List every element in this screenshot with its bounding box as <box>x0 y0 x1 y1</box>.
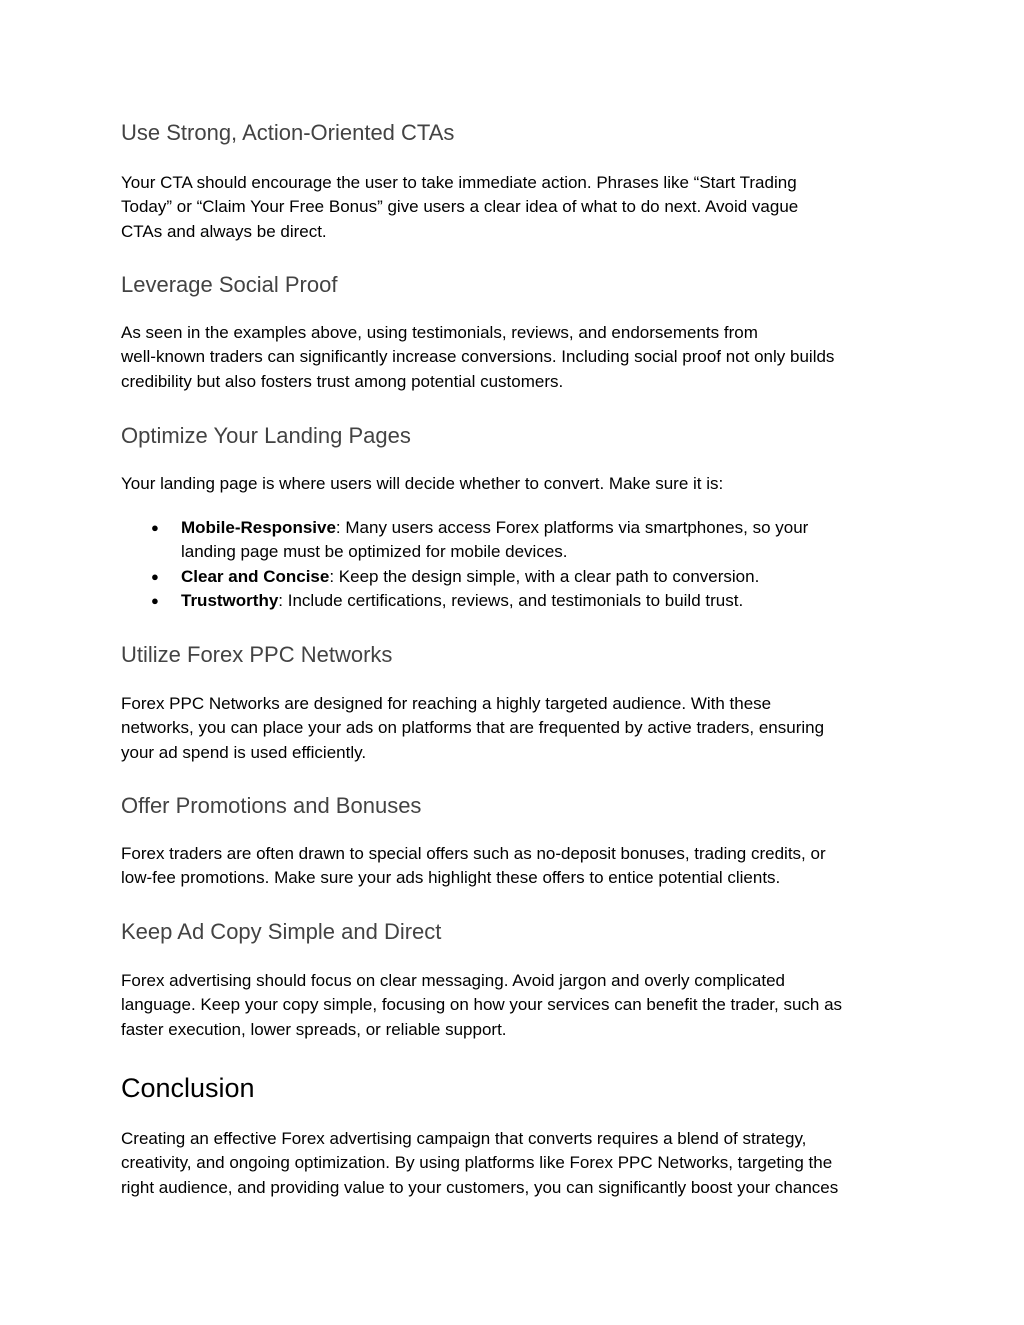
conclusion-paragraph <box>121 1127 911 1200</box>
text-line: As seen in the examples above, using testimonials, reviews, and endorsements from <box>121 323 758 342</box>
section-heading-landing-pages: Optimize Your Landing Pages <box>121 423 411 448</box>
text-line: well-known traders can significantly increase conversions. Including social proof not only builds <box>121 347 835 367</box>
section-heading-promotions: Offer Promotions and Bonuses <box>121 793 422 818</box>
list-item-text: : Keep the design simple, with a clear path to conversion. <box>329 566 760 586</box>
section-heading-ctas: Use Strong, Action-Oriented CTAs <box>121 120 455 145</box>
text-line: credibility but also fosters trust among potential customers. <box>121 371 564 391</box>
section-paragraph-promotions <box>121 842 911 891</box>
text-line: faster execution, lower spreads, or reliable support. <box>121 1019 507 1039</box>
list-item-text: : Include certifications, reviews, and testimonials to build trust. <box>278 590 744 610</box>
text-line: CTAs and always be direct. <box>121 221 327 241</box>
text-line: Your CTA should encourage the user to take immediate action. Phrases like “Start Trading <box>121 173 797 192</box>
list-item-text: landing page must be optimized for mobile devices. <box>181 542 568 562</box>
text-line: Forex PPC Networks are designed for reaching a highly targeted audience. With these <box>121 694 772 713</box>
bullet-icon: ● <box>151 592 159 608</box>
section-paragraph-landing-pages <box>121 472 911 496</box>
text-line: Today” or “Claim Your Free Bonus” give users a clear idea of what to do next. Avoid vague <box>121 197 799 217</box>
text-line: networks, you can place your ads on platforms that are frequented by active traders, ensuring <box>121 718 825 738</box>
section-paragraph-ppc-networks <box>121 692 911 765</box>
text-line: creativity, and ongoing optimization. By using platforms like Forex PPC Networks, targeting the <box>121 1153 833 1173</box>
list-item <box>121 589 911 613</box>
conclusion-heading: Conclusion <box>121 1073 255 1103</box>
bullet-list <box>121 516 911 613</box>
text-line: language. Keep your copy simple, focusing on how your services can benefit the trader, such as <box>121 995 843 1015</box>
text-line: right audience, and providing value to your customers, you can significantly boost your chances <box>121 1177 839 1197</box>
list-item-term: Clear and Concise <box>181 566 330 586</box>
list-item-term: Mobile-Responsive <box>181 518 336 537</box>
section-heading-social-proof: Leverage Social Proof <box>121 272 338 297</box>
text-line: your ad spend is used efficiently. <box>121 742 367 762</box>
bullet-icon: ● <box>151 520 159 535</box>
text-line: Forex traders are often drawn to special offers such as no-deposit bonuses, trading credits, or <box>121 844 826 863</box>
list-item <box>121 516 911 565</box>
text-line: Your landing page is where users will decide whether to convert. Make sure it is: <box>121 474 724 493</box>
text-line: Forex advertising should focus on clear messaging. Avoid jargon and overly complicated <box>121 971 785 990</box>
list-item-term: Trustworthy <box>181 590 279 610</box>
text-line: Creating an effective Forex advertising campaign that converts requires a blend of strategy, <box>121 1129 807 1148</box>
text-line: low-fee promotions. Make sure your ads highlight these offers to entice potential clients. <box>121 868 781 888</box>
section-heading-ad-copy: Keep Ad Copy Simple and Direct <box>121 919 442 944</box>
list-item <box>121 565 911 589</box>
section-paragraph-ctas <box>121 171 911 244</box>
bullet-icon: ● <box>151 568 159 584</box>
section-heading-ppc-networks: Utilize Forex PPC Networks <box>121 642 393 667</box>
section-paragraph-social-proof <box>121 321 911 394</box>
section-paragraph-ad-copy <box>121 969 911 1042</box>
list-item-text: : Many users access Forex platforms via smartphones, so your <box>335 518 809 537</box>
